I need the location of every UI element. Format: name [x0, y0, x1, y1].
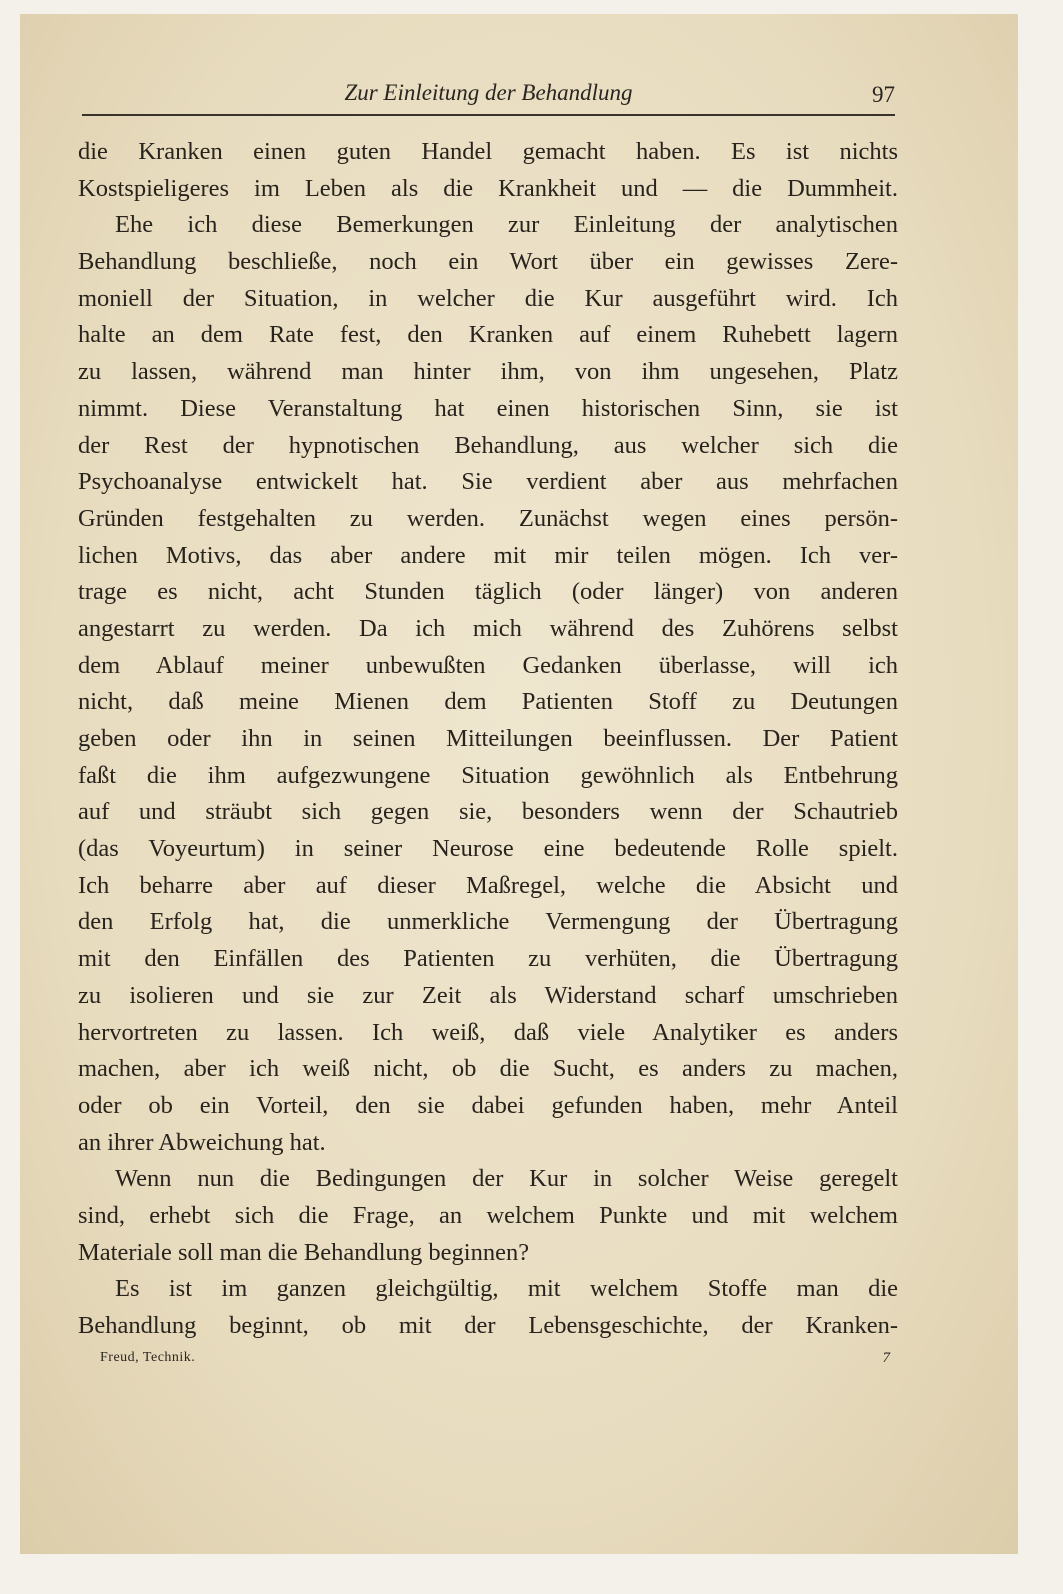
footer-signature: Freud, Technik.	[100, 1350, 196, 1365]
text-line: hervortreten zu lassen. Ich weiß, daß viele Analytiker es anders	[78, 1018, 898, 1046]
text-line: Materiale soll man die Behandlung beginnen?	[78, 1238, 530, 1266]
page-number: 97	[872, 82, 895, 107]
text-line: Kostspieligeres im Leben als die Krankheit und — die Dummheit.	[78, 174, 898, 202]
book-page	[20, 14, 1018, 1554]
text-line: geben oder ihn in seinen Mitteilungen beeinflussen. Der Patient	[78, 725, 898, 752]
header-rule	[82, 114, 895, 116]
paragraph	[78, 207, 898, 1161]
page-header	[82, 80, 895, 116]
paragraph	[78, 1161, 898, 1271]
text-line: faßt die ihm aufgezwungene Situation gewöhnlich als Entbehrung	[78, 761, 898, 789]
text-line: zu lassen, während man hinter ihm, von ihm ungesehen, Platz	[78, 358, 898, 386]
text-line: dem Ablauf meiner unbewußten Gedanken überlasse, will ich	[78, 651, 898, 679]
text-line: moniell der Situation, in welcher die Kur ausgeführt wird. Ich	[78, 284, 898, 312]
text-line: die Kranken einen guten Handel gemacht haben. Es ist nichts	[78, 138, 898, 165]
text-line: Ehe ich diese Bemerkungen zur Einleitung der analytischen	[115, 211, 898, 239]
text-line: der Rest der hypnotischen Behandlung, aus welcher sich die	[78, 431, 898, 459]
text-line: Es ist im ganzen gleichgültig, mit welchem Stoffe man die	[115, 1275, 898, 1303]
text-line: zu isolieren und sie zur Zeit als Widerstand scharf umschrieben	[78, 981, 898, 1009]
footer-sheet-number: 7	[882, 1350, 890, 1366]
text-line: sind, erhebt sich die Frage, an welchem Punkte und mit welchem	[78, 1201, 898, 1229]
paragraph	[78, 134, 898, 207]
text-line: Behandlung beginnt, ob mit der Lebensgeschichte, der Kranken-	[78, 1312, 898, 1339]
body-text	[78, 134, 898, 1345]
running-title: Zur Einleitung der Behandlung	[344, 80, 633, 105]
text-line: an ihrer Abweichung hat.	[78, 1128, 326, 1156]
text-line: oder ob ein Vorteil, den sie dabei gefunden haben, mehr Anteil	[78, 1091, 898, 1119]
text-line: auf und sträubt sich gegen sie, besonders wenn der Schautrieb	[78, 798, 898, 826]
text-line: lichen Motivs, das aber andere mit mir teilen mögen. Ich ver-	[78, 541, 898, 569]
text-line: Behandlung beschließe, noch ein Wort über ein gewisses Zere-	[78, 248, 898, 276]
text-line: nicht, daß meine Mienen dem Patienten Stoff zu Deutungen	[78, 688, 898, 716]
text-line: machen, aber ich weiß nicht, ob die Sucht, es anders zu machen,	[78, 1055, 898, 1083]
text-line: mit den Einfällen des Patienten zu verhüten, die Übertragung	[78, 945, 898, 973]
text-line: nimmt. Diese Veranstaltung hat einen historischen Sinn, sie ist	[78, 394, 898, 422]
text-line: trage es nicht, acht Stunden täglich (oder länger) von anderen	[78, 578, 898, 606]
text-line: (das Voyeurtum) in seiner Neurose eine bedeutende Rolle spielt.	[78, 835, 898, 863]
text-line: den Erfolg hat, die unmerkliche Vermengung der Übertragung	[78, 908, 898, 936]
paragraph	[78, 1271, 898, 1344]
text-line: Psychoanalyse entwickelt hat. Sie verdient aber aus mehrfachen	[78, 468, 898, 496]
text-line: Gründen festgehalten zu werden. Zunächst wegen eines persön-	[78, 504, 898, 532]
text-line: Ich beharre aber auf dieser Maßregel, welche die Absicht und	[78, 871, 898, 899]
text-line: angestarrt zu werden. Da ich mich während des Zuhörens selbst	[78, 614, 898, 642]
text-line: Wenn nun die Bedingungen der Kur in solcher Weise geregelt	[115, 1165, 898, 1193]
text-line: halte an dem Rate fest, den Kranken auf einem Ruhebett lagern	[78, 321, 898, 349]
